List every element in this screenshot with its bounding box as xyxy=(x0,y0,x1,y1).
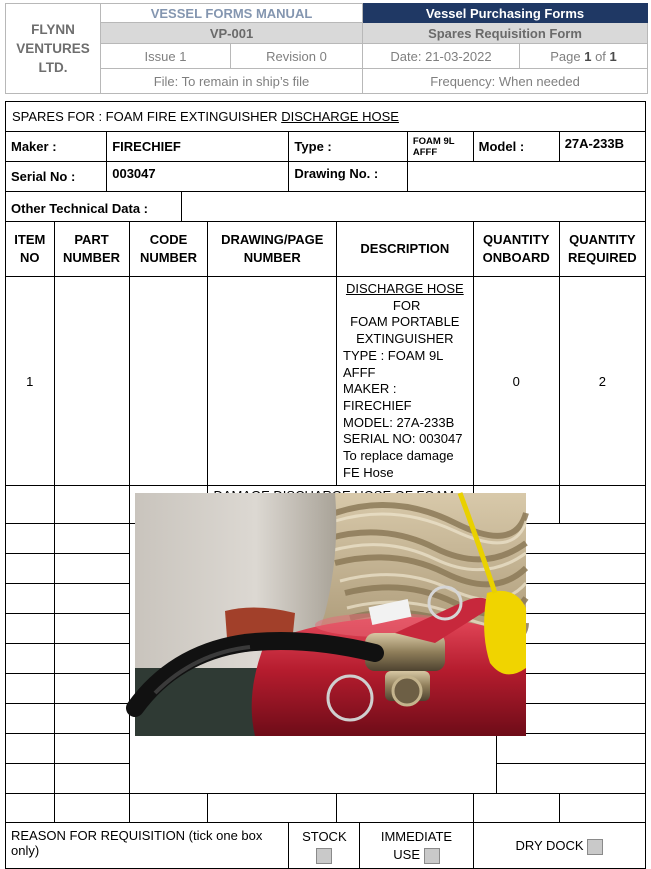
page-indicator xyxy=(520,44,648,69)
page-number: 1 xyxy=(584,48,592,64)
stock-checkbox[interactable] xyxy=(316,848,332,864)
empty-cell[interactable] xyxy=(337,794,474,823)
page-of: of xyxy=(591,48,610,64)
type-label: Type : xyxy=(289,132,407,162)
desc-serial: SERIAL NO: 003047 xyxy=(343,431,463,447)
desc-line-2: FOAM PORTABLE xyxy=(350,314,460,330)
empty-cell[interactable] xyxy=(496,734,645,764)
spares-for-prefix: SPARES FOR : FOAM FIRE EXTINGUISHER xyxy=(12,109,282,124)
empty-cell[interactable] xyxy=(208,794,337,823)
desc-title: DISCHARGE HOSE xyxy=(345,281,464,296)
maker-field[interactable]: FIRECHIEF xyxy=(107,132,289,162)
empty-cell[interactable] xyxy=(6,554,55,584)
empty-cell[interactable] xyxy=(559,794,645,823)
row1-qty-onboard[interactable]: 0 xyxy=(473,277,559,486)
row2-item-no[interactable] xyxy=(6,486,55,524)
row1-part-number[interactable] xyxy=(54,277,129,486)
col-header-description: DESCRIPTION xyxy=(337,222,474,277)
spares-for-item: DISCHARGE HOSE xyxy=(281,109,399,124)
use-label: USE xyxy=(393,846,421,862)
empty-cell[interactable] xyxy=(54,704,129,734)
row1-qty-required[interactable]: 2 xyxy=(559,277,645,486)
frequency-note: Frequency: When needed xyxy=(363,69,648,94)
serial-field[interactable]: 003047 xyxy=(107,162,289,192)
empty-cell[interactable] xyxy=(54,614,129,644)
desc-for: FOR xyxy=(389,297,421,313)
stock-option[interactable] xyxy=(289,823,360,869)
desc-note: To replace damage FE Hose xyxy=(343,448,454,480)
row1-description[interactable] xyxy=(337,277,474,486)
empty-cell[interactable] xyxy=(54,734,129,764)
drawing-label: Drawing No. : xyxy=(289,162,407,192)
table-row xyxy=(6,794,646,823)
drawing-field[interactable] xyxy=(407,162,645,192)
empty-cell[interactable] xyxy=(54,554,129,584)
company-logo-text: FLYNN VENTURES LTD. xyxy=(6,4,101,94)
empty-cell[interactable] xyxy=(54,524,129,554)
manual-title: VESSEL FORMS MANUAL xyxy=(101,4,363,23)
issue-number: Issue 1 xyxy=(101,44,231,69)
empty-cell[interactable] xyxy=(6,614,55,644)
empty-cell[interactable] xyxy=(54,644,129,674)
dry-dock-checkbox[interactable] xyxy=(587,839,603,855)
col-header-qty-onboard: QUANTITY ONBOARD xyxy=(473,222,559,277)
row2-part-number[interactable] xyxy=(54,486,129,524)
empty-cell[interactable] xyxy=(6,584,55,614)
empty-cell[interactable] xyxy=(54,584,129,614)
row1-item-no[interactable]: 1 xyxy=(6,277,55,486)
empty-cell[interactable] xyxy=(6,794,55,823)
spares-for-row xyxy=(6,102,646,132)
immediate-use-option[interactable] xyxy=(360,823,473,869)
col-header-qty-required: QUANTITY REQUIRED xyxy=(559,222,645,277)
requisition-form xyxy=(5,101,646,869)
extinguisher-image xyxy=(135,493,526,736)
desc-line-3: EXTINGUISHER xyxy=(356,331,454,347)
row1-code-number[interactable] xyxy=(129,277,208,486)
table-row xyxy=(6,277,646,486)
revision-number: Revision 0 xyxy=(231,44,363,69)
stock-label: STOCK xyxy=(302,828,347,844)
dry-dock-option[interactable] xyxy=(473,823,645,869)
maker-label: Maker : xyxy=(6,132,107,162)
reason-label: REASON FOR REQUISITION (tick one box only) xyxy=(6,823,289,869)
desc-type: TYPE : FOAM 9L AFFF xyxy=(343,347,443,380)
empty-cell[interactable] xyxy=(129,794,208,823)
model-field[interactable]: 27A-233B xyxy=(559,132,645,162)
document-header xyxy=(5,3,648,94)
empty-cell[interactable] xyxy=(6,524,55,554)
row2-qty-required[interactable] xyxy=(559,486,645,524)
other-tech-field[interactable] xyxy=(182,192,646,222)
page-prefix: Page xyxy=(550,48,585,64)
damaged-hose-photo xyxy=(135,493,526,736)
model-label: Model : xyxy=(473,132,559,162)
col-header-drawing-page: DRAWING/PAGE NUMBER xyxy=(208,222,337,277)
empty-cell[interactable] xyxy=(473,794,559,823)
form-name: Spares Requisition Form xyxy=(363,23,648,44)
form-category: Vessel Purchasing Forms xyxy=(363,4,648,23)
other-tech-label: Other Technical Data : xyxy=(6,192,182,222)
issue-date: Date: 21-03-2022 xyxy=(363,44,520,69)
desc-maker: MAKER : FIRECHIEF xyxy=(343,381,412,413)
empty-cell[interactable] xyxy=(6,764,55,794)
empty-cell[interactable] xyxy=(54,764,129,794)
col-header-code-number: CODE NUMBER xyxy=(129,222,208,277)
empty-cell[interactable] xyxy=(496,764,645,794)
empty-cell[interactable] xyxy=(6,734,55,764)
file-note: File: To remain in ship’s file xyxy=(101,69,363,94)
row1-drawing-page[interactable] xyxy=(208,277,337,486)
serial-label: Serial No : xyxy=(6,162,107,192)
immediate-use-checkbox[interactable] xyxy=(424,848,440,864)
empty-cell[interactable] xyxy=(54,794,129,823)
col-header-part-number: PART NUMBER xyxy=(54,222,129,277)
empty-cell[interactable] xyxy=(6,644,55,674)
empty-cell[interactable] xyxy=(6,674,55,704)
type-field[interactable]: FOAM 9L AFFF xyxy=(407,132,473,162)
desc-model: MODEL: 27A-233B xyxy=(343,414,455,430)
page-total: 1 xyxy=(609,48,617,64)
empty-cell[interactable] xyxy=(54,674,129,704)
col-header-item-no: ITEM NO xyxy=(6,222,55,277)
empty-cell[interactable] xyxy=(6,704,55,734)
dry-dock-label: DRY DOCK xyxy=(515,837,584,853)
immediate-label: IMMEDIATE xyxy=(380,828,453,844)
form-code: VP-001 xyxy=(101,23,363,44)
